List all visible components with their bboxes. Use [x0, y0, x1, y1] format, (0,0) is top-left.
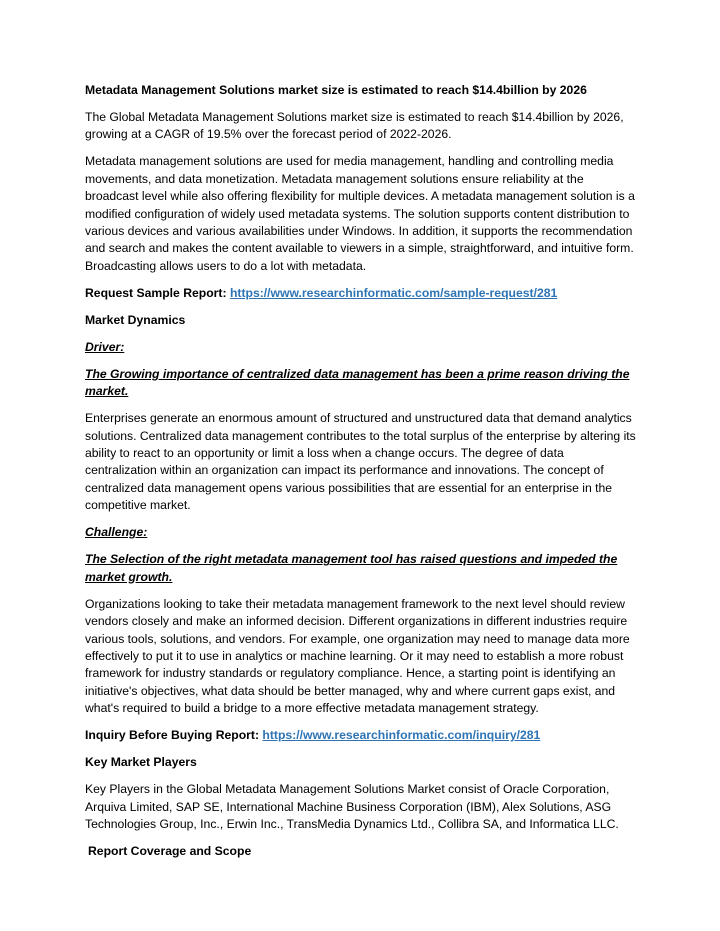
driver-heading: Driver:: [85, 339, 125, 354]
sample-request-line: [85, 285, 637, 302]
inquiry-line: [85, 727, 637, 744]
market-dynamics-heading: Market Dynamics: [85, 312, 186, 327]
inquiry-label: Inquiry Before Buying Report:: [85, 728, 260, 743]
description-paragraph: Metadata management solutions are used for media management, handling and controlling media movements, and data monetization. Metadata management solutions ensure reliability at the broadcast level while also offering flexibility for multiple devices. A metadata management solution is a modified configuration of widely used metadata systems. The solution supports content distribution to various devices and various availabilities under Windows. In addition, it supports the recommendation and search and makes the content available to viewers in a simple, straightforward, and intuitive form. Broadcasting allows users to do a lot with metadata.: [85, 154, 635, 273]
coverage-heading: Report Coverage and Scope: [88, 843, 252, 858]
sample-request-label: Request Sample Report:: [85, 285, 227, 300]
document-page: [85, 82, 637, 870]
inquiry-link[interactable]: https://www.researchinformatic.com/inquiry/281: [262, 728, 541, 743]
driver-paragraph: Enterprises generate an enormous amount of structured and unstructured data that demand analytics solutions. Centralized data management contributes to the total surplus of the enterprise by altering its ability to react to an opportunity or limit a loss when a change occurs. The degree of data centralization within an organization can impact its performance and innovations. The concept of centralized data management opens various possibilities that are essential for an enterprise in the competitive market.: [85, 411, 636, 513]
document-title: Metadata Management Solutions market size is estimated to reach $14.4billion by 2026: [85, 83, 587, 97]
challenge-paragraph: Organizations looking to take their metadata management framework to the next level should review vendors closely and make an informed decision. Different organizations in different industries require various tools, solutions, and vendors. For example, one organization may need to manage data more effectively to put it to use in analytics or machine learning. Or it may need to establish a more robust framework for industry standards or regulatory compliance. Hence, a starting point is identifying an initiative's objectives, what data should be better managed, why and where current gaps exist, and what's required to build a bridge to a more effective metadata management strategy.: [85, 596, 630, 716]
driver-subheading: The Growing importance of centralized data management has been a prime reason driving the market.: [85, 366, 630, 399]
intro-paragraph: The Global Metadata Management Solutions market size is estimated to reach $14.4billion by 2026, growing at a CAGR of 19.5% over the forecast period of 2022-2026.: [85, 110, 624, 142]
challenge-heading: Challenge:: [85, 525, 148, 540]
key-players-paragraph: Key Players in the Global Metadata Management Solutions Market consist of Oracle Corporation, Arquiva Limited, SAP SE, International Machine Business Corporation (IBM), Alex Solutions, ASG Technologies Group, Inc., Erwin Inc., TransMedia Dynamics Ltd., Collibra SA, and Informatica LLC.: [85, 782, 619, 831]
key-players-heading: Key Market Players: [85, 755, 197, 770]
sample-request-link[interactable]: https://www.researchinformatic.com/sample-request/281: [229, 285, 558, 300]
challenge-subheading: The Selection of the right metadata management tool has raised questions and impeded the market growth.: [85, 552, 618, 584]
